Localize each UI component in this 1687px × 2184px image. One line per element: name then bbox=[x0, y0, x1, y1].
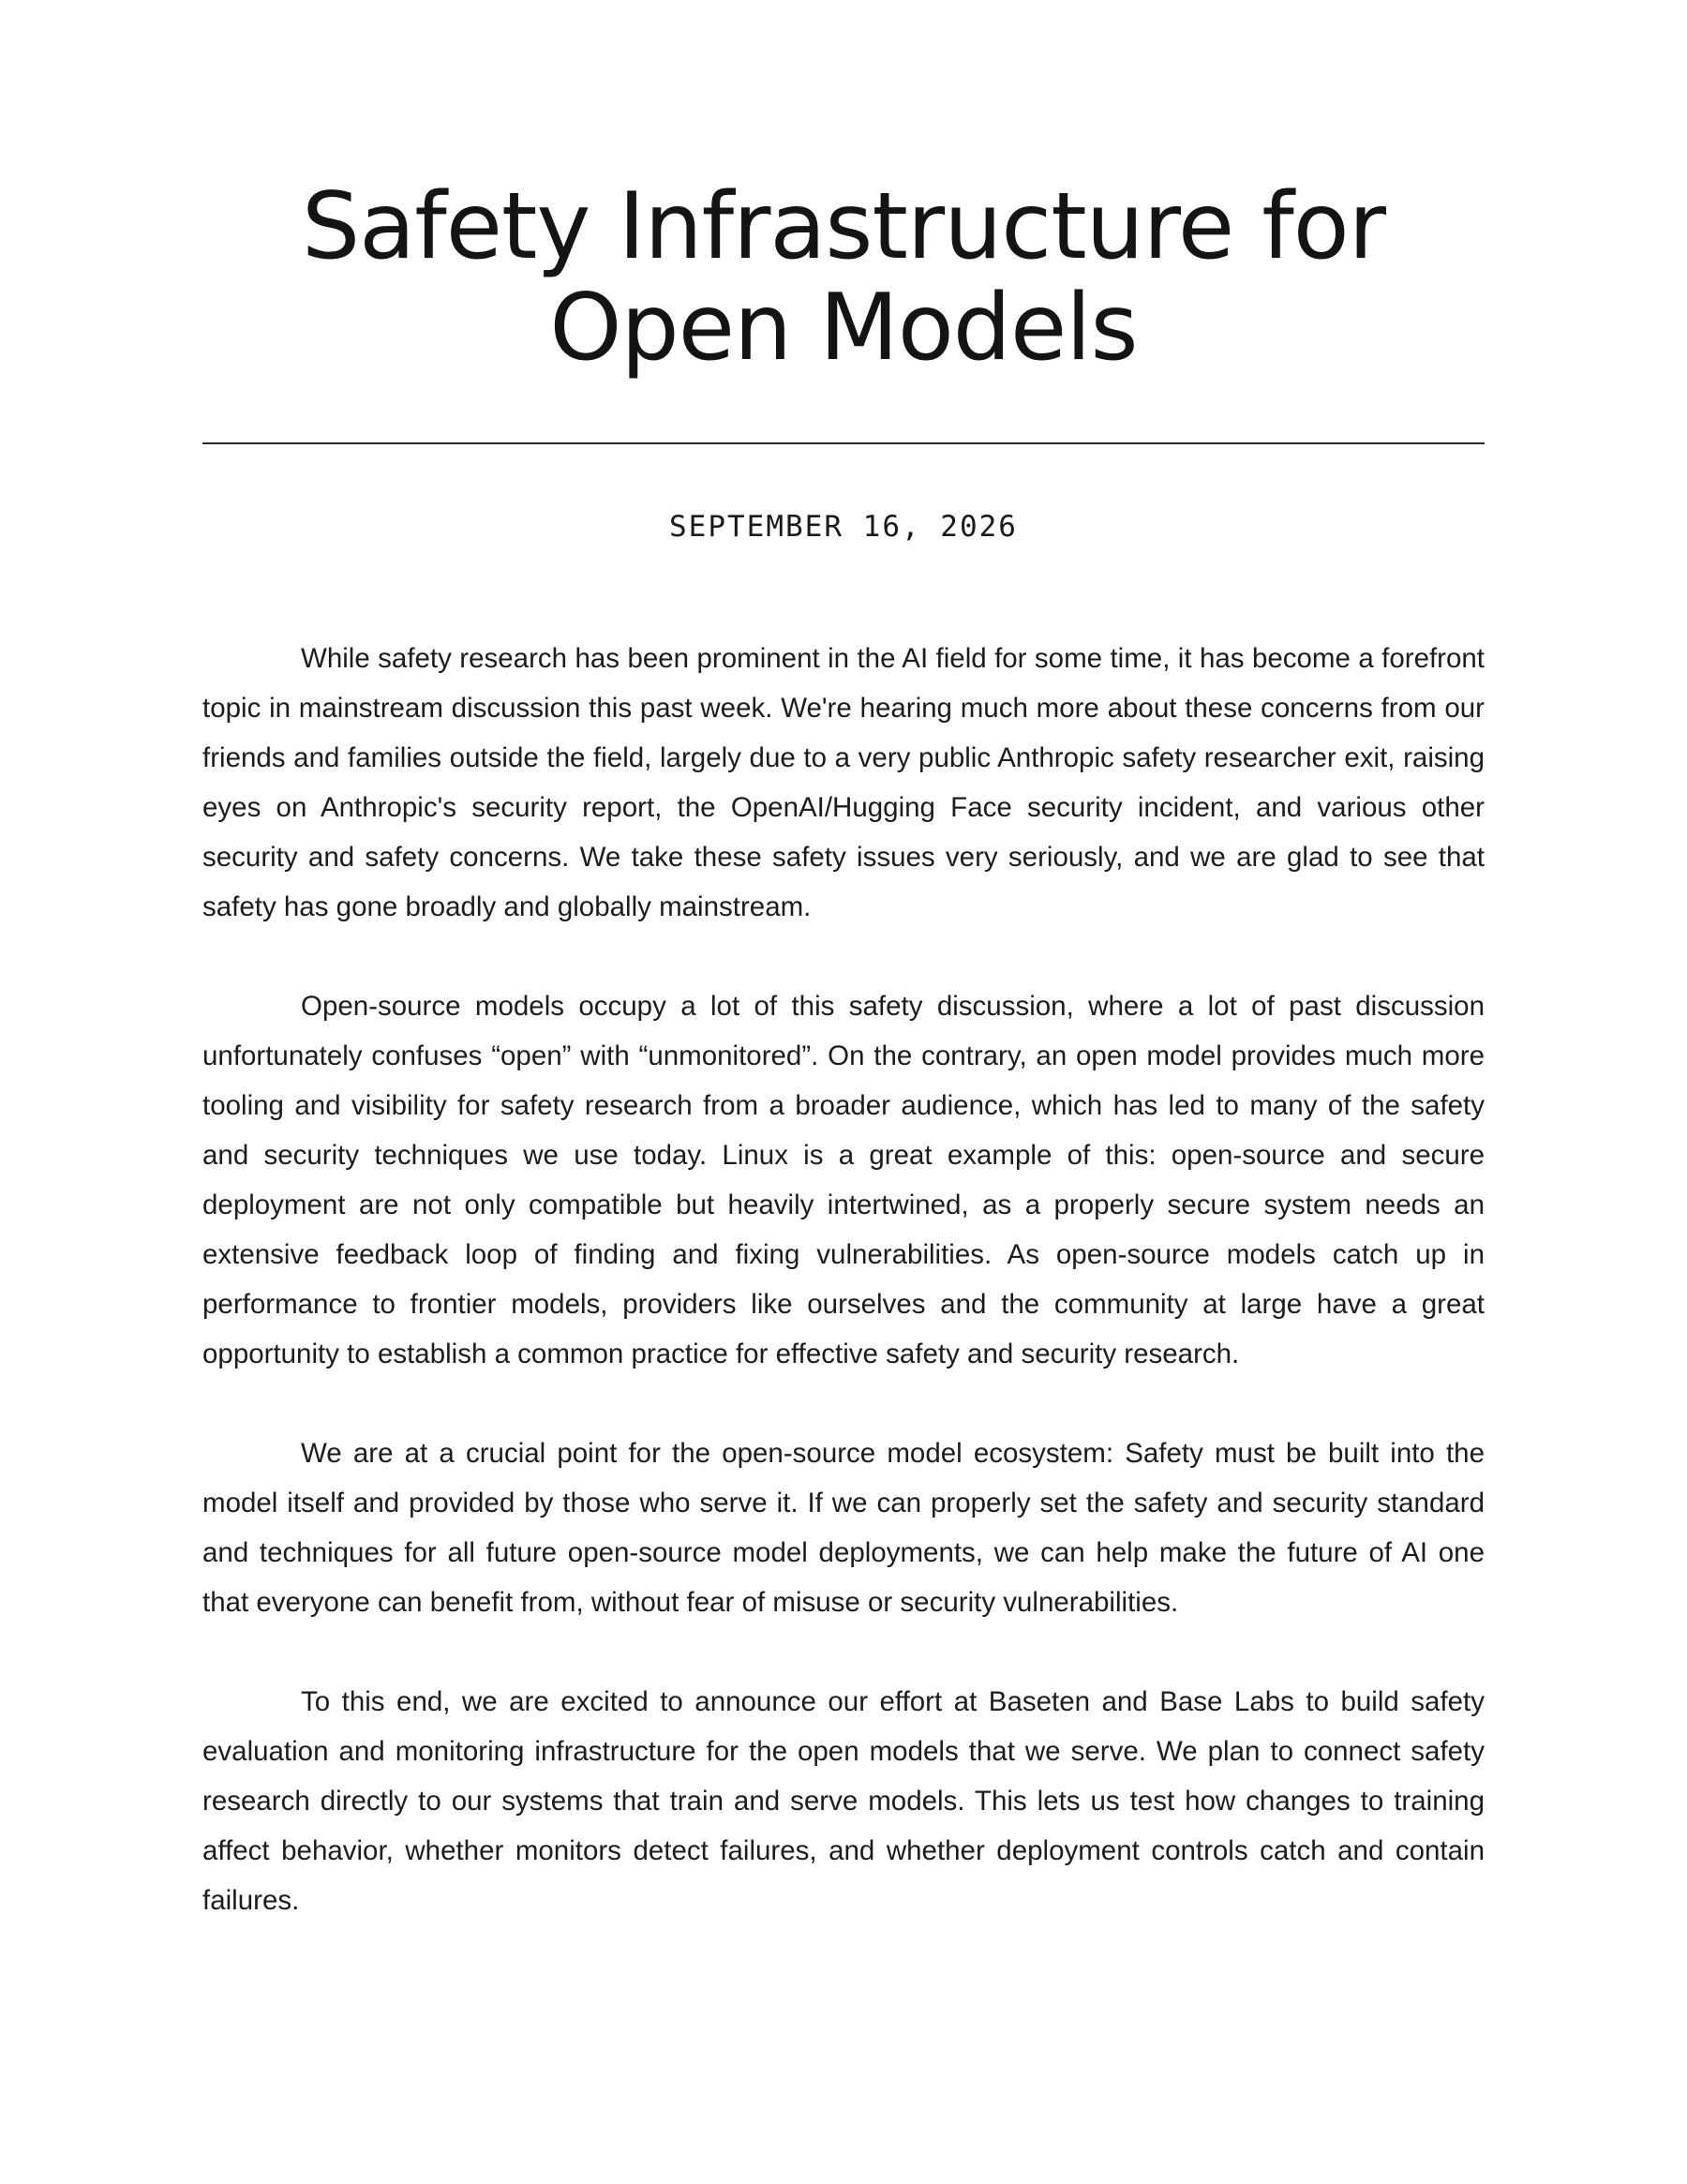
paragraph-2: Open-source models occupy a lot of this safety discussion, where a lot of past discussion unfortunately confuses “open” with “unmonitored”. On the contrary, an open model provides much more tooling and visibility for safety research from a broader audience, which has led to many of the safety and security techniques we use today. Linux is a great example of this: open-source and secure deployment are not only compatible but heavily intertwined, as a properly secure system needs an extensive feedback loop of finding and fixing vulnerabilities. As open-source models catch up in performance to frontier models, providers like ourselves and the community at large have a great opportunity to establish a common practice for effective safety and security research. bbox=[202, 991, 1485, 1369]
article-date: SEPTEMBER 16, 2026 bbox=[669, 510, 1018, 544]
paragraph-4: To this end, we are excited to announce our effort at Baseten and Base Labs to build safety evaluation and monitoring infrastructure for the open models that we serve. We plan to connect safety research directly to our systems that train and serve models. This lets us test how changes to training affect behavior, whether monitors detect failures, and whether deployment controls catch and contain failures. bbox=[202, 1686, 1485, 1916]
title-divider bbox=[202, 442, 1485, 444]
paragraph-3: We are at a crucial point for the open-source model ecosystem: Safety must be built into the model itself and provided by those who serve it. If we can properly set the safety and security standard and techniques for all future open-source model deployments, we can help make the future of AI one that everyone can benefit from, without fear of misuse or security vulnerabilities. bbox=[202, 1438, 1485, 1618]
article-body bbox=[202, 634, 1485, 1975]
paragraph-1: While safety research has been prominent in the AI field for some time, it has become a forefront topic in mainstream discussion this past week. We're hearing much more about these concerns from our friends and families outside the field, largely due to a very public Anthropic safety researcher exit, raising eyes on Anthropic's security report, the OpenAI/Hugging Face security incident, and various other security and safety concerns. We take these safety issues very seriously, and we are glad to see that safety has gone broadly and globally mainstream. bbox=[202, 643, 1485, 922]
article-title: Safety Infrastructure for Open Models bbox=[301, 173, 1386, 381]
